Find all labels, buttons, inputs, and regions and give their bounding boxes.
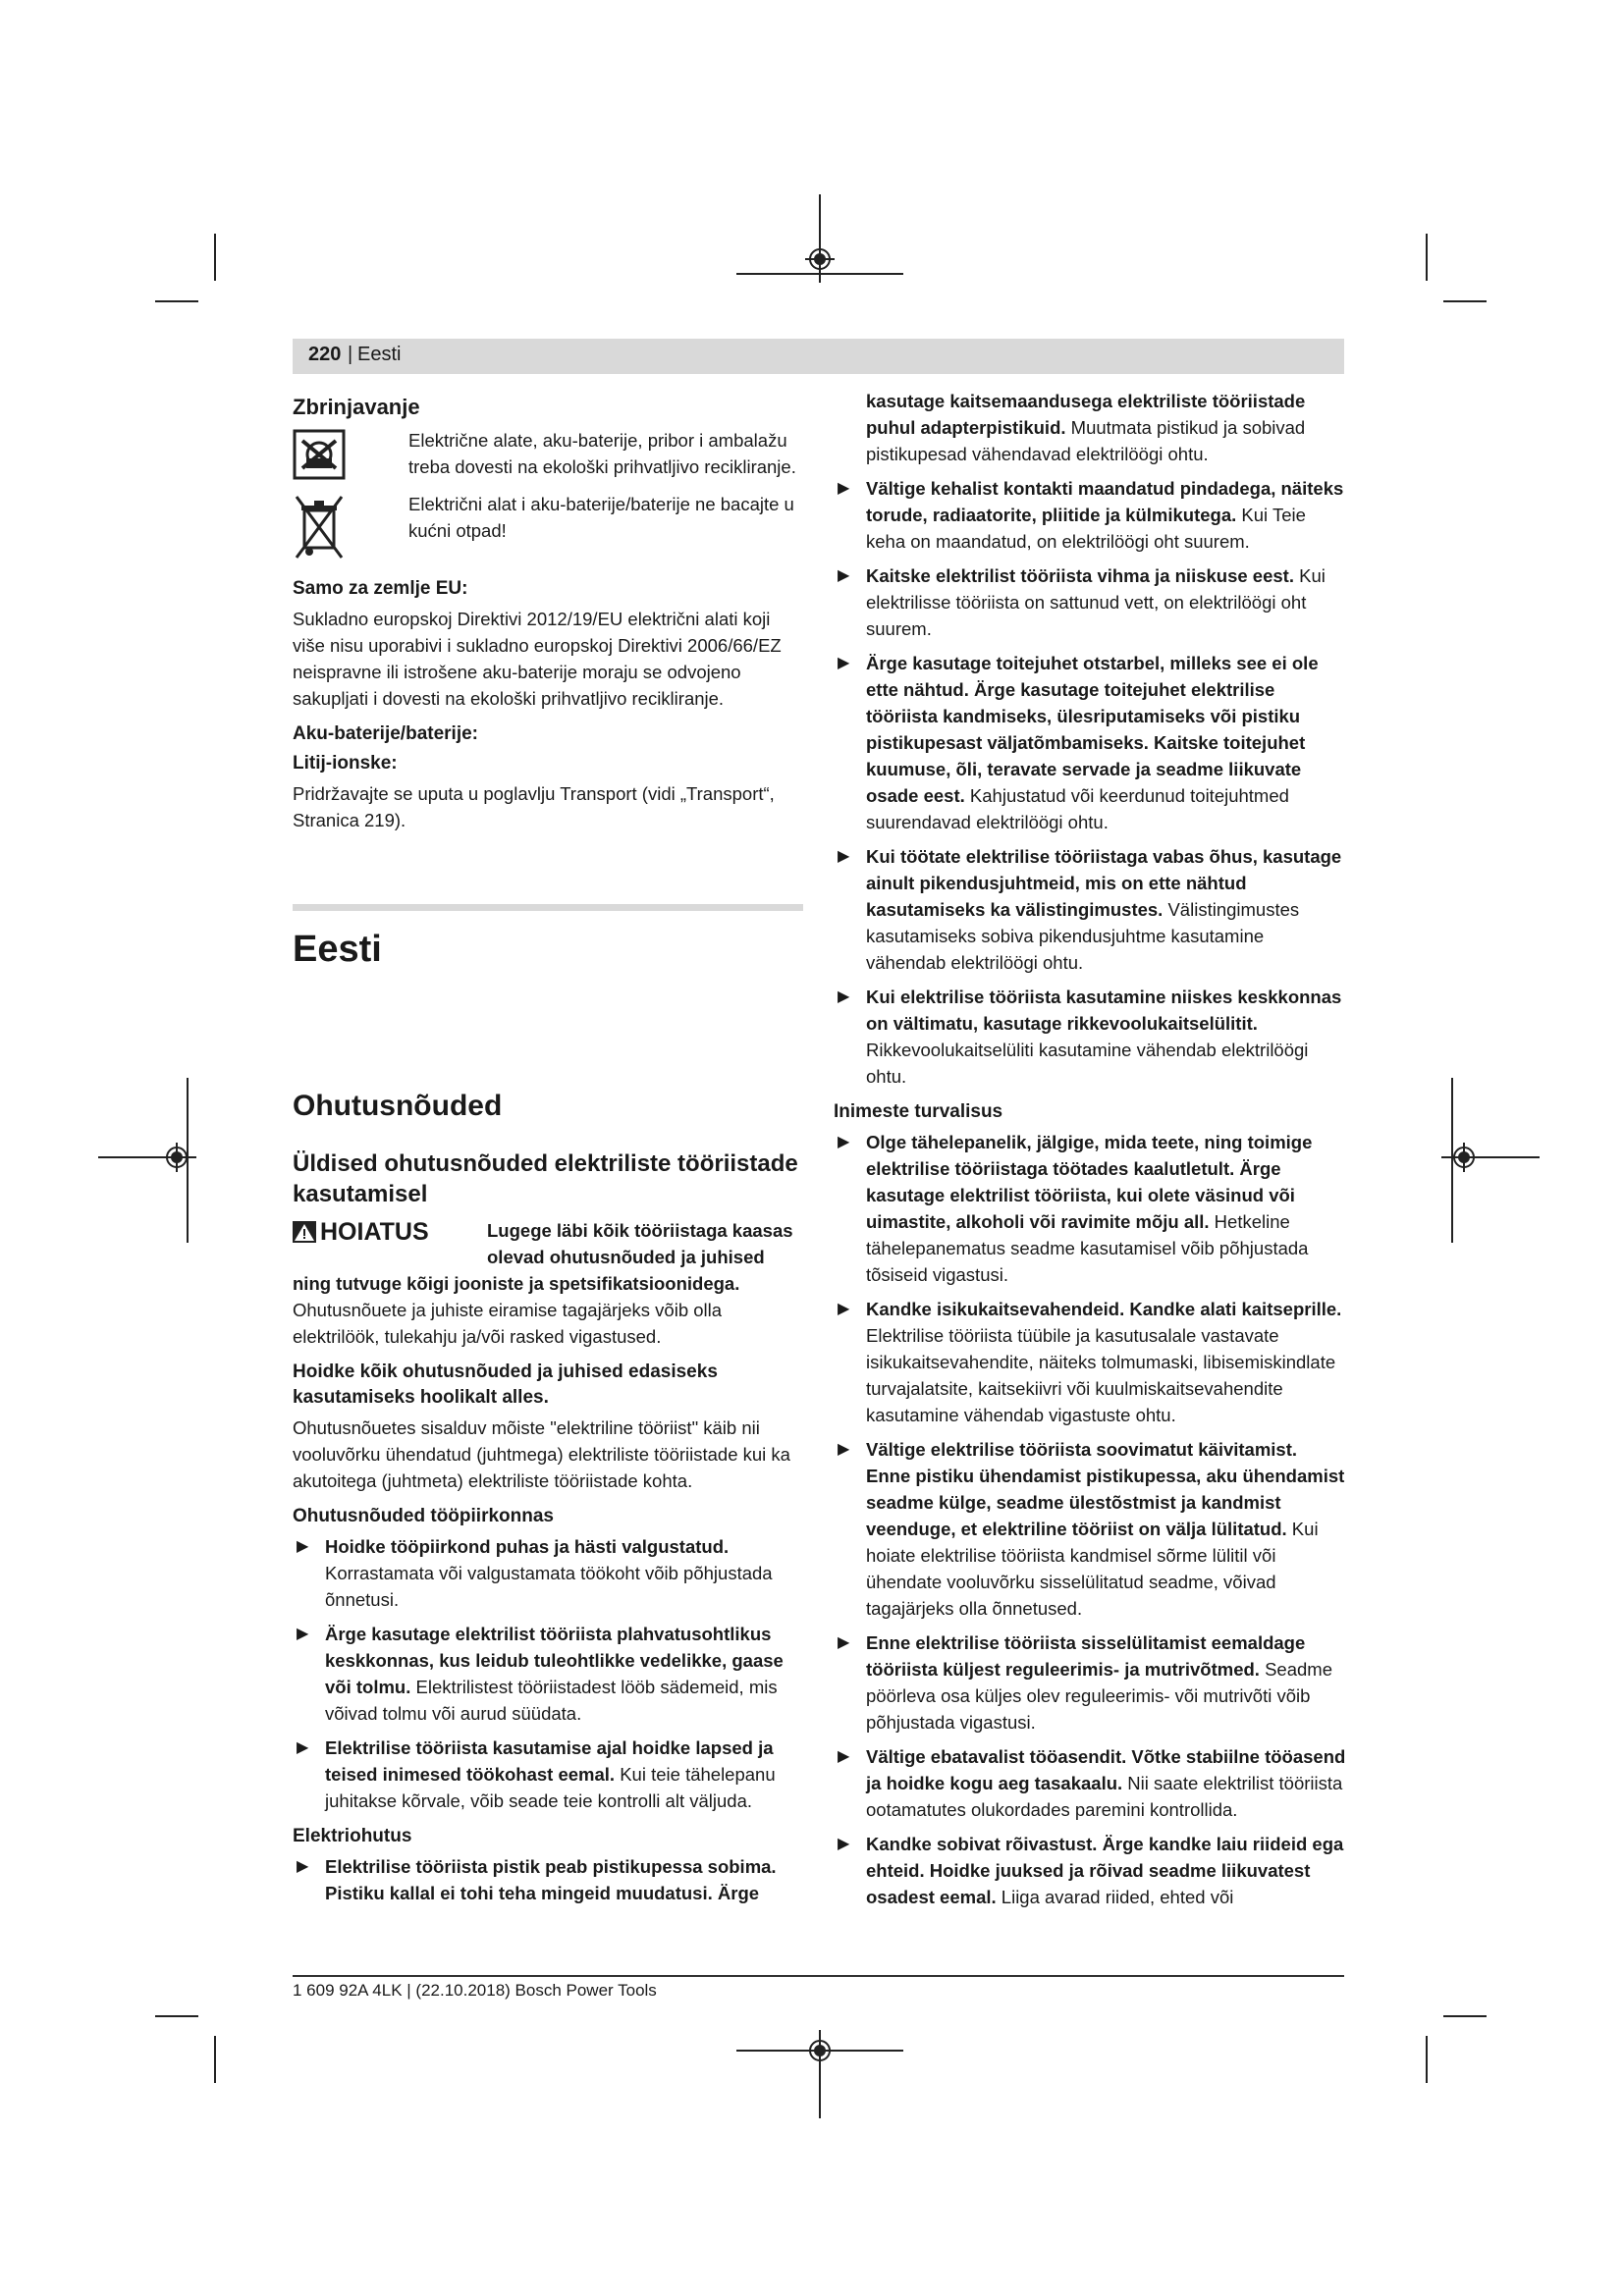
item-text: Muutmata pistikud ja sobivad pistikupesad vähendavad elektrilöögi ohtu.: [866, 417, 1306, 464]
general-safety-title: Üldised ohutusnõuded elektriliste tööriistade kasutamisel: [293, 1150, 798, 1207]
crop-mark: [155, 2015, 198, 2017]
battery-title: Aku-baterije/baterije:: [293, 723, 478, 744]
item-text: Kui teie tähelepanu juhitakse kõrvale, võib seade teie kontrolli alt väljuda.: [325, 1764, 776, 1811]
right-column: [834, 388, 1346, 1918]
bullet-arrow-icon: ▶: [838, 988, 850, 1005]
item-bold: Ärge kasutage elektrilist tööriista plahvatusohtlikus keskkonnas, kus leidub tuleohtlikke vedelikke, gaase või tolmu.: [325, 1624, 784, 1697]
list-item: [834, 1831, 1346, 1910]
list-item: [834, 1129, 1346, 1288]
item-bold: Elektrilise tööriista kasutamise ajal hoidke lapsed ja teised inimesed töökohast eemal.: [325, 1737, 774, 1785]
item-text: Kui elektrilisse tööriista on sattunud vett, on elektrilöögi oht suurem.: [866, 565, 1326, 639]
disposal-title: Zbrinjavanje: [293, 395, 420, 419]
item-bold: Vältige ebatavalist tööasendit. Võtke stabiilne tööasend ja hoidke kogu aeg tasakaalu.: [866, 1746, 1346, 1793]
registration-dot-icon: [814, 2045, 826, 2056]
left-column: [293, 388, 803, 1914]
bullet-arrow-icon: ▶: [838, 1748, 850, 1765]
item-text: Välistingimustes kasutamiseks sobiva pikendusjuhtme kasutamine vähendab elektrilöögi ohtu.: [866, 899, 1300, 973]
bullet-arrow-icon: ▶: [838, 655, 850, 671]
item-bold: Kui töötate elektrilise tööriistaga vabas õhus, kasutage ainult pikendusjuhtmeid, mis on ette nähtud kasutamiseks ka välistingimustes.: [866, 846, 1342, 920]
bullet-arrow-icon: ▶: [297, 1626, 309, 1642]
item-text: Elektrilise tööriista tüübile ja kasutusalale vastavate isikukaitsevahendite, näiteks tolmumaski, libisemiskindlate turvajalatsite, kaitsekiivri või kuulmiskaitsevahendite kasutamine vähendab vigastuste ohtu.: [866, 1325, 1336, 1425]
list-item: [834, 650, 1346, 835]
list-item: [293, 1735, 803, 1814]
bullet-arrow-icon: ▶: [838, 1634, 850, 1651]
item-text: Kui hoiate elektrilise tööriista kandmisel sõrme lülitil või ühendate vooluvõrku sisselülitatud seadme, võivad tagajärjeks olla õnnetused.: [866, 1519, 1319, 1619]
footer-rule: [293, 1975, 1344, 1977]
warning-triangle-icon: [293, 1221, 316, 1243]
language-title: Eesti: [293, 929, 382, 970]
eu-title: Samo za zemlje EU:: [293, 578, 468, 599]
item-text: Hetkeline tähelepanematus seadme kasutamisel võib põhjustada tõsiseid vigastusi.: [866, 1211, 1309, 1285]
crop-mark: [1426, 234, 1428, 281]
crop-mark: [155, 300, 198, 302]
item-bold: Kandke sobivat rõivastust. Ärge kandke laiu riideid ega ehteid. Hoidke juuksed ja rõivad seadme liikuvatest osadest eemal.: [866, 1834, 1344, 1907]
warning-block: [293, 1217, 803, 1270]
disposal-text-1: Električne alate, aku-baterije, pribor i ambalažu treba dovesti na ekološki prihvatljivo recikliranje.: [408, 430, 796, 477]
crop-mark: [1443, 300, 1487, 302]
disposal-text-2: Električni alat i aku-baterije/baterije ne bacajte u kućni otpad!: [408, 494, 794, 541]
bullet-arrow-icon: ▶: [838, 480, 850, 497]
list-item: [834, 562, 1346, 642]
warning-text-continued: ning tutvuge kõigi jooniste ja spetsifikatsioonidega.: [293, 1273, 740, 1294]
warning-label: HOIATUS: [320, 1218, 429, 1246]
item-text: Elektrilistest tööriistadest lööb sädemeid, mis võivad tolmu või aurud süüdata.: [325, 1677, 778, 1724]
item-text: Seadme pöörleva osa küljes olev reguleerimis- või mutrivõti võib põhjustada vigastusi.: [866, 1659, 1332, 1733]
registration-dot-icon: [171, 1151, 183, 1163]
item-bold: Ärge kasutage toitejuhet otstarbel, milleks see ei ole ette nähtud. Ärge kasutage toitejuhet elektrilise tööriista kandmiseks, ülesriputamiseks või pistiku pistikupesast väljatõmbamiseks. Kaitske toitejuhet kuumuse, õli, teravate servade ja seadme liikuvate osade eest.: [866, 653, 1319, 806]
item-text: Liiga avarad riided, ehted või: [996, 1887, 1234, 1907]
item-text: Rikkevoolukaitselüliti kasutamine vähendab elektrilöögi ohtu.: [866, 1040, 1309, 1087]
item-text: Kui Teie keha on maandatud, on elektrilöögi oht suurem.: [866, 505, 1306, 552]
item-bold: Kaitske elektrilist tööriista vihma ja niiskuse eest.: [866, 565, 1294, 586]
bullet-arrow-icon: ▶: [838, 1441, 850, 1458]
section-divider: [293, 904, 803, 911]
bullet-arrow-icon: ▶: [297, 1739, 309, 1756]
list-item-continued: [834, 388, 1346, 467]
item-bold: Vältige elektrilise tööriista soovimatut käivitamist. Enne pistiku ühendamist pistikupessa, aku ühendamist seadme külge, seadme ülestõstmist ja kandmist veenduge, et elektriline tööriist on välja lülitatud.: [866, 1439, 1345, 1539]
electrical-title: Elektriohutus: [293, 1826, 412, 1846]
lithium-title: Litij-ionske:: [293, 753, 398, 774]
item-text: Kahjustatud või keerdunud toitejuhtmed suurendavad elektrilöögi ohtu.: [866, 785, 1289, 832]
bullet-arrow-icon: ▶: [838, 848, 850, 865]
bullet-arrow-icon: ▶: [838, 567, 850, 584]
list-item: [834, 475, 1346, 555]
warning-consequence: Ohutusnõuete ja juhiste eiramise tagajärjeks võib olla elektrilöök, tulekahju ja/või rasked vigastused.: [293, 1300, 723, 1347]
item-bold: kasutage kaitsemaandusega elektriliste tööriistade puhul adapterpistikuid.: [866, 391, 1306, 438]
list-item: [293, 1853, 803, 1906]
page-header: [293, 339, 1344, 374]
item-bold: Elektrilise tööriista pistik peab pistikupessa sobima. Pistiku kallal ei tohi teha mingeid muudatusi. Ärge: [325, 1856, 777, 1903]
bullet-arrow-icon: ▶: [838, 1301, 850, 1317]
page-number: 220: [308, 344, 342, 365]
list-item: [293, 1533, 803, 1613]
list-item: [834, 1743, 1346, 1823]
list-item: [834, 843, 1346, 976]
crop-mark: [1443, 2015, 1487, 2017]
warning-text: Lugege läbi kõik tööriistaga kaasas olevad ohutusnõuded ja juhised: [487, 1220, 793, 1267]
list-item: [834, 1629, 1346, 1735]
item-bold: Vältige kehalist kontakti maandatud pindadega, näiteks torude, radiaatorite, pliitide ja külmikutega.: [866, 478, 1344, 525]
crop-mark: [1426, 2036, 1428, 2083]
item-bold: Enne elektrilise tööriista sisselülitamist eemaldage tööriista küljest reguleerimis- ja mutrivõtmed.: [866, 1632, 1306, 1680]
disposal-row-2: [293, 491, 803, 566]
crop-mark: [214, 234, 216, 281]
bullet-arrow-icon: ▶: [838, 1836, 850, 1852]
registration-dot-icon: [1458, 1151, 1470, 1163]
disposal-row-1: [293, 427, 803, 485]
personal-safety-title: Inimeste turvalisus: [834, 1101, 1003, 1122]
registration-dot-icon: [814, 253, 826, 265]
header-separator: |: [348, 344, 353, 365]
workplace-title: Ohutusnõuded tööpiirkonnas: [293, 1506, 554, 1526]
crossed-bin-icon: [293, 493, 350, 566]
item-bold: Olge tähelepanelik, jälgige, mida teete, ning toimige elektrilise tööriistaga töötades kaalutletult. Ärge kasutage elektrilist tööriista, kui olete väsinud või uimastite, alkoholi või ravimite mõju all.: [866, 1132, 1313, 1232]
list-item: [834, 1436, 1346, 1622]
list-item: [834, 984, 1346, 1090]
item-bold: Kui elektrilise tööriista kasutamine niiskes keskkonnas on vältimatu, kasutage rikkevoolukaitselülitit.: [866, 987, 1342, 1034]
item-bold: Kandke isikukaitsevahendeid. Kandke alati kaitseprille.: [866, 1299, 1342, 1319]
item-text: Nii saate elektrilist tööriista ootamatutes olukordades paremini kontrollida.: [866, 1773, 1343, 1820]
header-section: Eesti: [357, 344, 402, 365]
recycle-packaging-icon: [293, 429, 350, 485]
keep-instructions-title: Hoidke kõik ohutusnõuded ja juhised edasiseks kasutamiseks hoolikalt alles.: [293, 1362, 718, 1408]
definition-text: Ohutusnõuetes sisalduv mõiste "elektriline tööriist" käib nii vooluvõrku ühendatud (juhtmega) elektriliste tööriistade kui ka akutoitega (juhtmeta) elektriliste tööriistade kohta.: [293, 1417, 790, 1491]
lithium-text: Pridržavajte se uputa u poglavlju Transport (vidi „Transport“, Stranica 219).: [293, 783, 775, 830]
item-text: Korrastamata või valgustamata töökoht võib põhjustada õnnetusi.: [325, 1563, 773, 1610]
page-footer: 1 609 92A 4LK | (22.10.2018) Bosch Power Tools: [293, 1981, 657, 2000]
list-item: [834, 1296, 1346, 1428]
bullet-arrow-icon: ▶: [838, 1134, 850, 1150]
bullet-arrow-icon: ▶: [297, 1858, 309, 1875]
eu-text: Sukladno europskoj Direktivi 2012/19/EU električni alati koji više nisu uporabivi i sukladno europskoj Direktivi 2006/66/EZ neispravne ili istrošene aku-baterije moraju se odvojeno sakupljati i dovesti na ekološki prihvatljivo recikliranje.: [293, 609, 782, 709]
crop-mark: [214, 2036, 216, 2083]
bullet-arrow-icon: ▶: [297, 1538, 309, 1555]
safety-title: Ohutusnõuded: [293, 1090, 503, 1122]
warning-badge: [293, 1217, 487, 1247]
list-item: [293, 1621, 803, 1727]
item-bold: Hoidke tööpiirkond puhas ja hästi valgustatud.: [325, 1536, 730, 1557]
